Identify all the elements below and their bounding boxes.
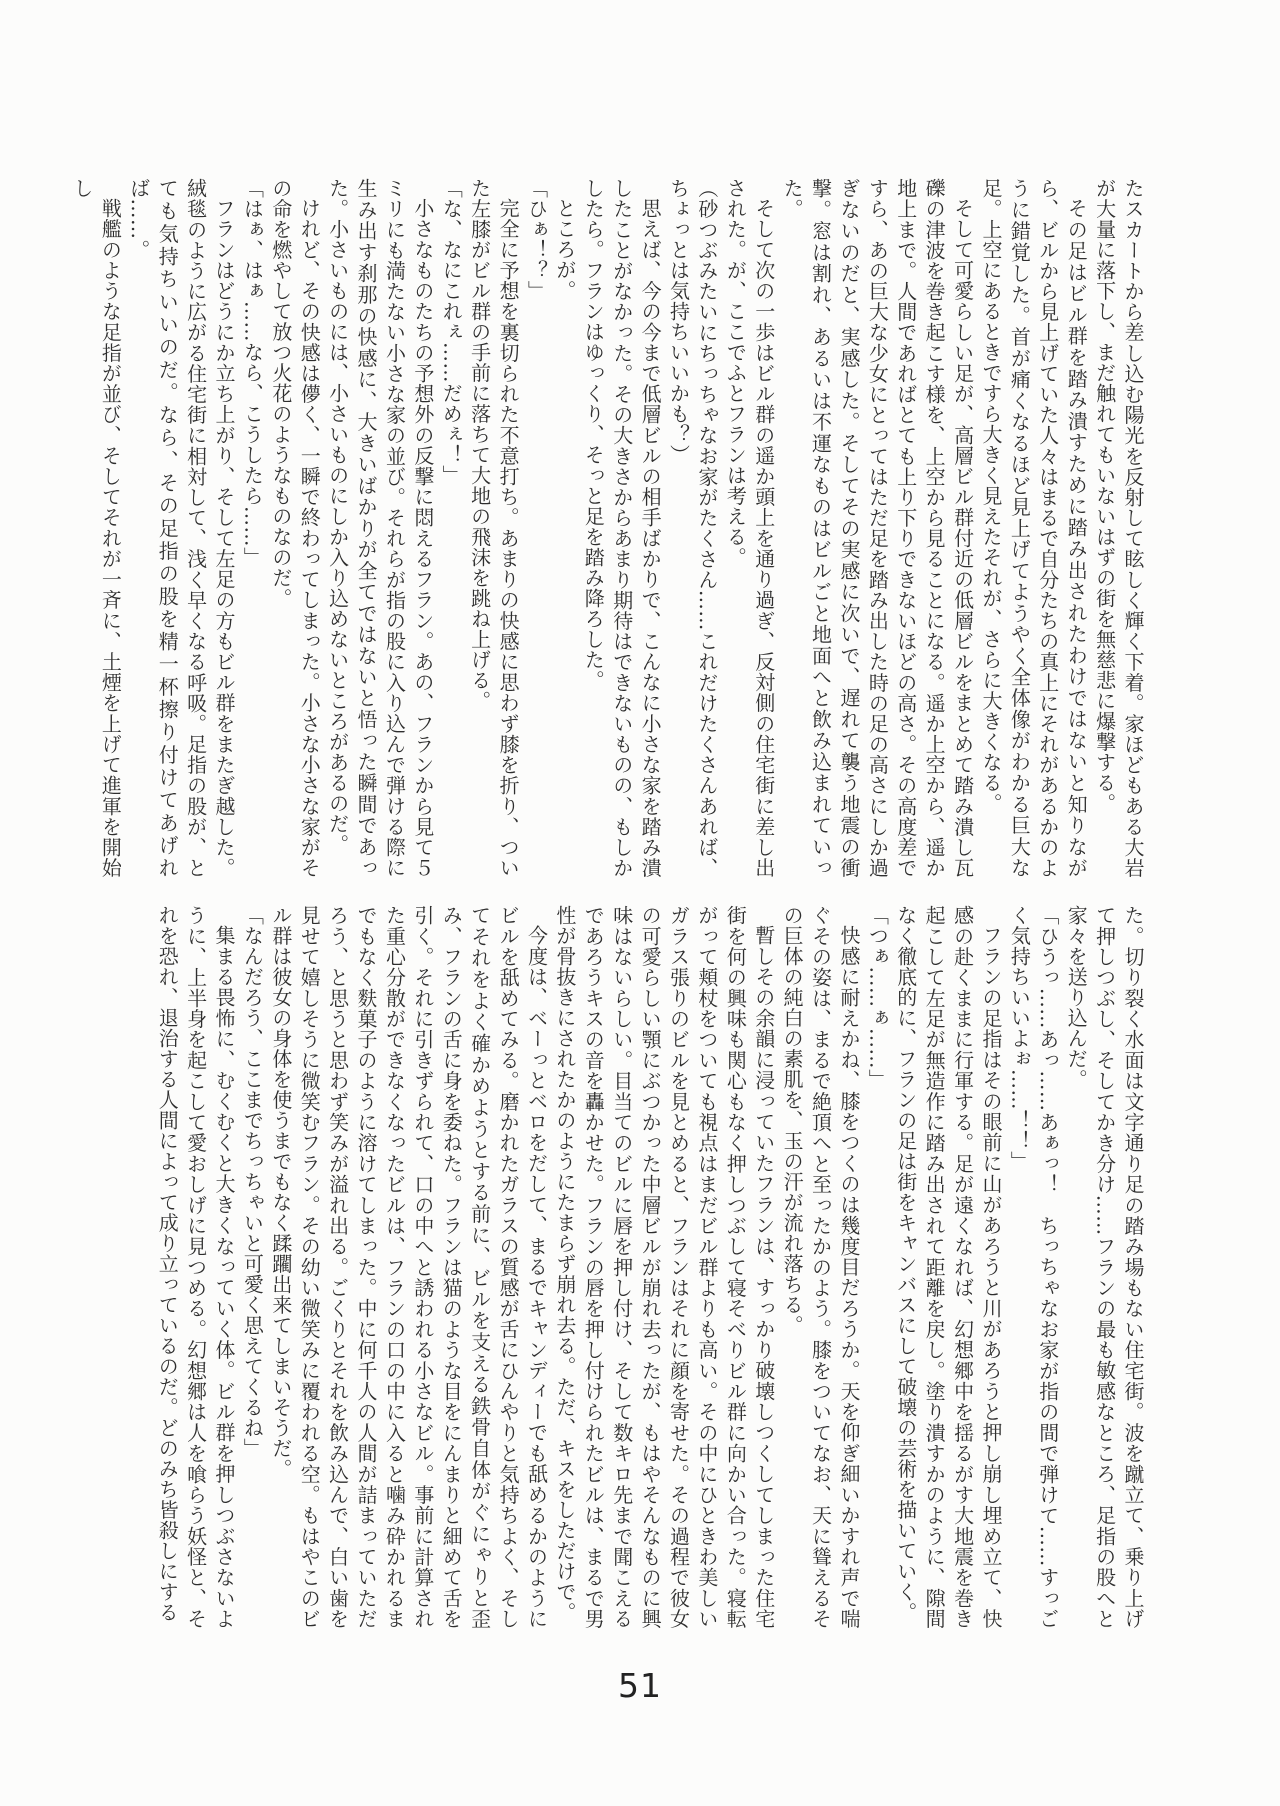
paragraph: 「ひうっ……あっ……あぁっ！ ちっちゃなお家が指の間で弾けて……すっごく気持ちいいよぉ……！！」 xyxy=(1007,905,1060,1629)
paragraph: 小さなものたちの予想外の反撃に悶えるフラン。あの、フランから見て５ミリにも満たない小さな家の並び。それらが指の股に入り込んで弾ける際に生み出す刹那の快感に、大きいばかりが全てではないと悟った瞬間であった。小さいものには、小さいものにしか入り込めないところがあるのだ。 xyxy=(325,178,435,878)
paragraph: フランの足指はその眼前に山があろうと川があろうと押し崩し埋め立て、快感の赴くままに行軍する。足が遠くなれば、幻想郷中を揺るがす大地震を巻き起こして左足が無造作に踏み出されて距離を戻し。塗り潰すかのように、隙間なく徹底的に、フランの足は街をキャンバスにして破壊の芸術を描いていく。 xyxy=(893,905,1003,1629)
paragraph: けれど、その快感は儚く、一瞬で終わってしまった。小さな小さな家がその命を燃やして放つ火花のようなものなのだ。 xyxy=(268,178,322,878)
paragraph: 「ひぁ！？」 xyxy=(524,178,549,301)
page-number: 51 xyxy=(618,1666,662,1705)
text-block-bottom xyxy=(152,905,1147,1629)
paragraph: 「はぁ、はぁ……なら、こうしたら……」 xyxy=(240,178,265,568)
paragraph: 完全に予想を裏切られた不意打ち。あまりの快感に思わず膝を折り、ついた左膝がビル群の手前に落ちて大地の飛沫を跳ね上げる。 xyxy=(467,178,521,878)
paragraph: た。切り裂く水面は文字通り足の踏み場もない住宅街。波を蹴立て、乗り上げて押しつぶし、そしてかき分け……フランの最も敏感なところ、足指の股へと家々を送り込んだ。 xyxy=(1064,905,1145,1629)
paragraph: 思えば、今の今まで低層ビルの相手ばかりで、こんなに小さな家を踏み潰したことがなかった。その大きさからあまり期待はできないものの、もしかしたら。フランはゆっくり、そっと足を踏み降ろした。 xyxy=(581,178,663,878)
paragraph: たスカートから差し込む陽光を反射して眩しく輝く下着。家ほどもある大岩が大量に落下し、まだ触れてもいないはずの街を無慈悲に爆撃する。 xyxy=(1092,178,1145,878)
paragraph: そして次の一歩はビル群の遥か頭上を通り過ぎ、反対側の住宅街に差し出された。が、ここでふとフランは考える。 xyxy=(723,178,776,878)
paragraph: そして可愛らしい足が、高層ビル群付近の低層ビルをまとめて踏み潰し瓦礫の津波を巻き起こす様を、上空から見ることになる。遥か上空から、遥か地上まで。人間であればとても上り下りできないほどの高さ。その高度差ですら、あの巨大な少女にとってはただ足を踏み出した時の足の高さにしか過ぎないのだと、実感した。そしてその実感に次いで、遅れて襲う地震の衝撃。窓は割れ、あるいは不運なものはビルごと地面へと飲み込まれていった。 xyxy=(780,178,975,878)
paragraph: 今度は、ベーっとベロをだして、まるでキャンディーでも舐めるかのようにビルを舐めてみる。磨かれたガラスの質感が舌にひんやりと気持ちよく、そしてそれをよく確かめようとする前に、ビルを支える鉄骨自体がぐにゃりと歪み、フランの舌に身を委ねた。フランは猫のような目をにんまりと細めて舌を引く。それに引きずられて、口の中へと誘われる小さなビル。事前に計算された重心分散ができなくなったビルは、フランの口の中に入ると噛み砕かれるまでもなく麩菓子のように溶けてしまった。中に何千人の人間が詰まっていただろう、と思うと思わず笑みが溢れ出る。ごくりとそれを飲み込んで、白い歯を見せて嬉しそうに微笑むフラン。その幼い微笑みに覆われる空。もはやこのビル群は彼女の身体を使うまでもなく蹂躙出来てしまいそうだ。 xyxy=(268,905,549,1629)
paragraph: 「な、なにこれぇ……だめぇ！」 xyxy=(439,178,464,486)
paragraph: フランはどうにか立ち上がり、そして左足の方もビル群をまたぎ越した。絨毯のように広がる住宅街に相対して、浅く早くなる呼吸。足指の股が、とても気持ちいいのだ。なら、その足指の股を精一杯擦り付けてあげれば……。 xyxy=(126,178,236,879)
paragraph: その足はビル群を踏み潰すために踏み出されたわけではないと知りながら、ビルから見上げていた人々はまるで自分たちの真上にそれがあるかのように錯覚した。首が痛くなるほど見上げてようやく全体像がわかる巨大な足。上空にあるときですら大きく見えたそれが、さらに大きくなる。 xyxy=(978,178,1089,879)
paragraph: 「なんだろう、ここまでちっちゃいと可愛く思えてくるね」 xyxy=(240,905,265,1459)
paragraph: ところが。 xyxy=(552,198,577,301)
paragraph: 快感に耐えかね、膝をつくのは幾度目だろうか。天を仰ぎ細いかすれ声で喘ぐその姿は、まるで絶頂へと至ったかのよう。膝をついてなお、天に聳えるその巨体の純白の素肌を、玉の汗が流れ落ちる。 xyxy=(780,905,861,1629)
paragraph: 暫しその余韻に浸っていたフランは、すっかり破壊しつくしてしまった住宅街を何の興味も関心もなく押しつぶして寝そべりビル群に向かい合った。寝転がって頬杖をついても視点はまだビル群よりも高い。その中にひときわ美しいガラス張りのビルを見とめると、フランはそれに顔を寄せた。その過程で彼女の可愛らしい顎にぶつかった中層ビルが崩れ去ったが、もはやそんなものに興味はないらしい。目当てのビルに唇を押し付け、そして数キロ先まで聞こえるであろうキスの音を轟かせた。フランの唇を押し付けられたビルは、まるで男性が骨抜きにされたかのようにたまらず崩れ去る。ただ、キスをしただけで。 xyxy=(552,905,776,1629)
text-block-top xyxy=(69,178,1147,879)
paragraph: 集まる畏怖に、むくむくと大きくなっていく体。ビル群を押しつぶさないように、上半身を起こして愛おしげに見つめる。幻想郷は人を喰らう妖怪と、それを恐れ、退治する人間によって成り立っているのだ。どのみち皆殺しにする xyxy=(155,905,236,1629)
paragraph: 「つぁ……ぁ……」 xyxy=(865,905,890,1090)
paragraph: 戦艦のような足指が並び、そしてそれが一斉に、土煙を上げて進軍を開始し xyxy=(69,178,123,878)
paragraph: （砂つぶみたいにちっちゃなお家がたくさん……これだけたくさんあれば、ちょっとは気持ちいいかも？） xyxy=(666,178,719,878)
